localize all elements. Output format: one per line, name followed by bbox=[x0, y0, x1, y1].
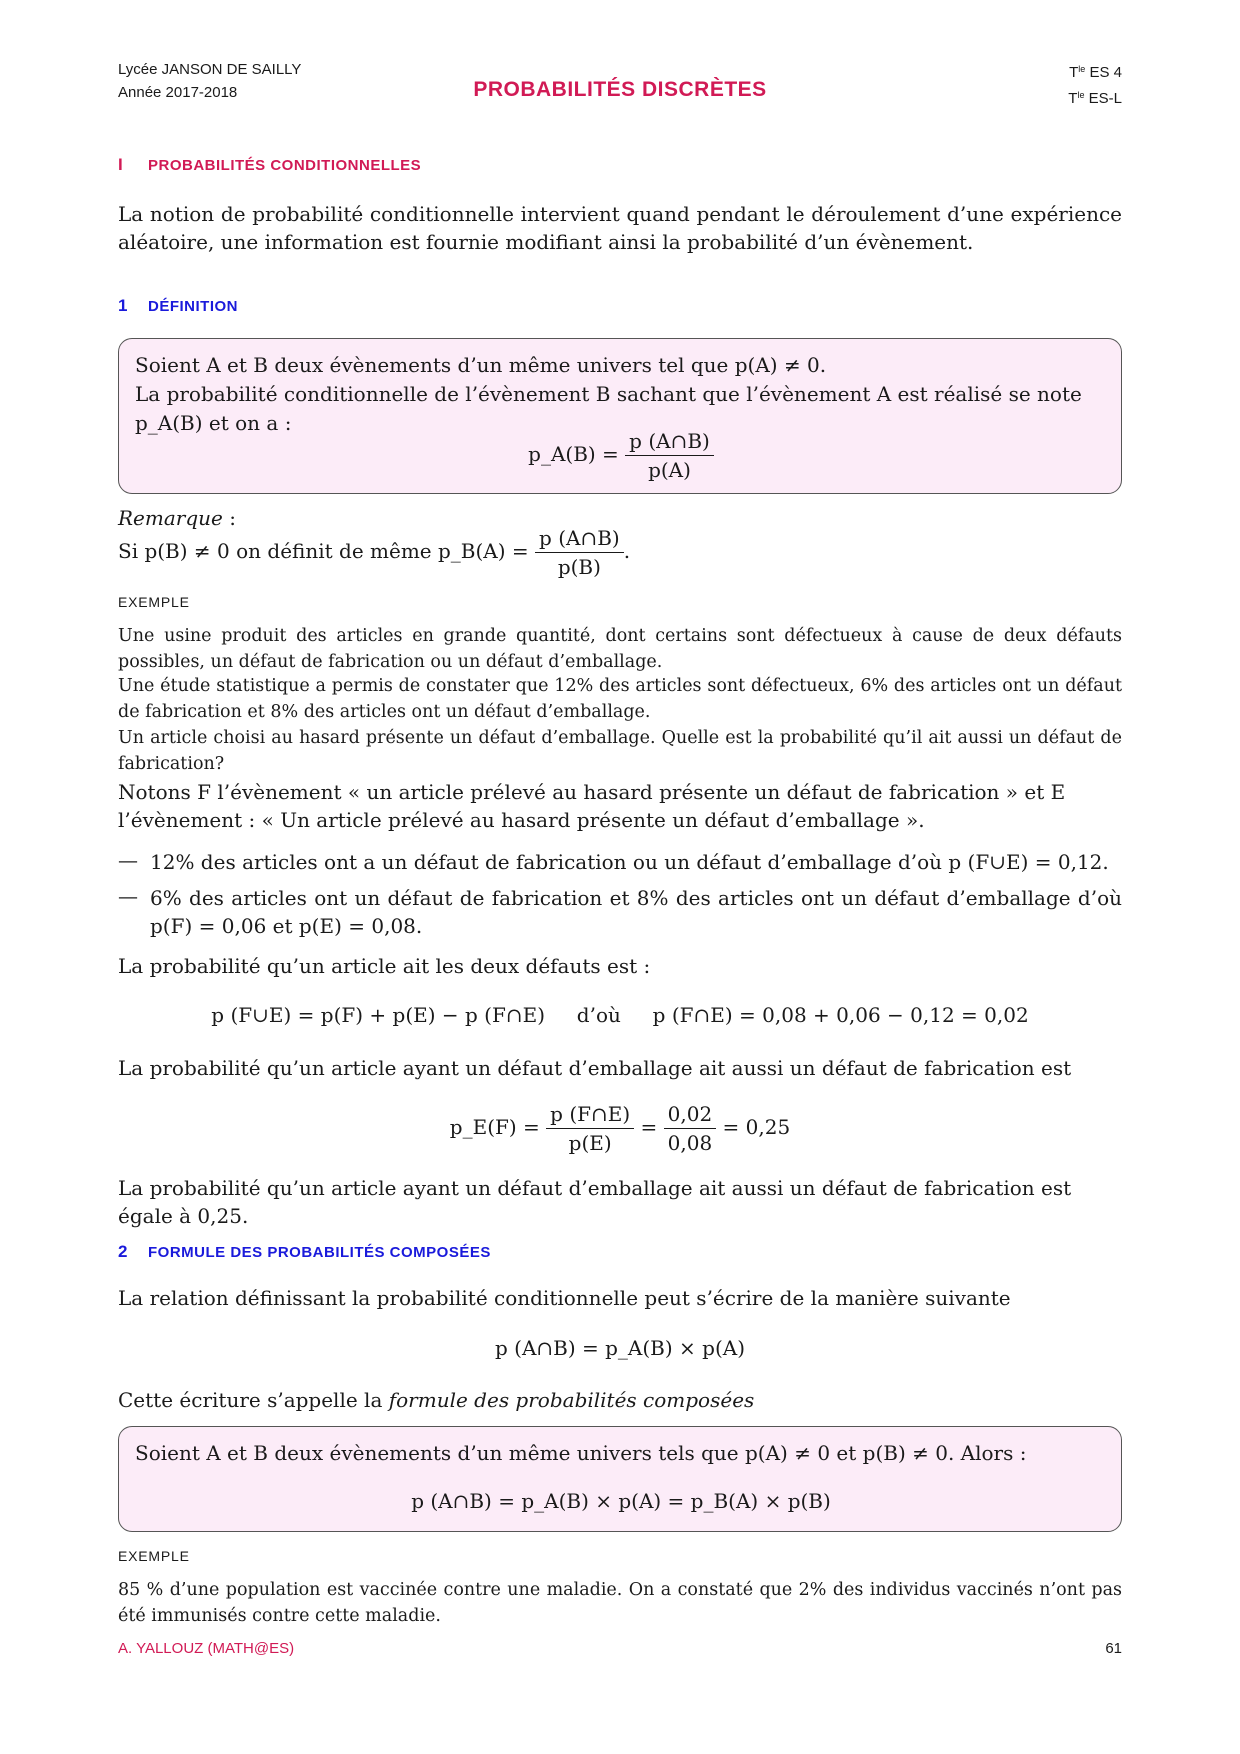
fraction-denominator: 0,08 bbox=[667, 1131, 713, 1155]
subsection-heading bbox=[118, 1242, 491, 1262]
school-name: Lycée JANSON DE SAILLY bbox=[118, 61, 302, 78]
formula-line: p (A∩B) = p_A(B) × p(A) bbox=[494, 1336, 745, 1360]
example-conclusion: La probabilité qu’un article ayant un défaut d’emballage ait aussi un défaut de fabrication est égale à 0,25. bbox=[118, 1176, 1072, 1228]
page-number: 61 bbox=[1105, 1640, 1122, 1657]
text-run: Cette écriture s’appelle la bbox=[118, 1388, 389, 1412]
formula-lhs: p_A(B) = bbox=[528, 442, 619, 466]
example-paragraph: Une étude statistique a permis de constater que 12% des articles sont défectueux, 6% des articles ont un défaut de fabrication et 8% des articles ont un défaut d’emballage. bbox=[118, 676, 1122, 722]
definition-formula bbox=[119, 427, 1123, 484]
formula-equals: = bbox=[640, 1115, 658, 1139]
fraction-numerator: p (A∩B) bbox=[535, 524, 624, 553]
formula-lhs: p_E(F) = bbox=[449, 1115, 540, 1139]
example-paragraph: Un article choisi au hasard présente un défaut d’emballage. Quelle est la probabilité qu’il ait aussi un défaut de fabrication? bbox=[118, 728, 1122, 774]
fraction bbox=[546, 1100, 634, 1157]
section-number: I bbox=[118, 155, 124, 174]
example-label: EXEMPLE bbox=[118, 1548, 190, 1564]
formula-line bbox=[118, 1100, 1122, 1157]
subsection-paragraph: La relation définissant la probabilité conditionnelle peut s’écrire de la manière suivante bbox=[118, 1286, 1011, 1310]
list-item: 12% des articles ont a un défaut de fabrication ou un défaut d’emballage d’où p (F∪E) = 0,12. bbox=[150, 850, 1109, 874]
list-item: 6% des articles ont un défaut de fabrication et 8% des articles ont un défaut d’emballage d’où p(F) = 0,06 et p(E) = 0,08. bbox=[150, 886, 1122, 938]
footer-author: A. YALLOUZ (MATH@ES) bbox=[118, 1640, 295, 1657]
theorem-box bbox=[118, 1426, 1122, 1532]
section-intro: La notion de probabilité conditionnelle intervient quand pendant le déroulement d’une expérience aléatoire, une information est fournie modifiant ainsi la probabilité d’un évènement. bbox=[118, 202, 1122, 254]
example-paragraph: La probabilité qu’un article ait les deux défauts est : bbox=[118, 954, 651, 978]
fraction bbox=[535, 524, 624, 581]
header-right bbox=[1068, 58, 1122, 110]
subsection-heading bbox=[118, 296, 238, 316]
class-label-1: $T^{le}$ ES 4 bbox=[1069, 64, 1122, 81]
subsection-number: 1 bbox=[118, 296, 128, 315]
example-paragraph: 85 % d’une population est vaccinée contre une maladie. On a constaté que 2% des individus vaccinés n’ont pas été immunisés contre cette maladie. bbox=[118, 1580, 1122, 1626]
school-year: Année 2017-2018 bbox=[118, 84, 238, 101]
definition-line-1: Soient A et B deux évènements d’un même univers tel que p(A) ≠ 0. bbox=[135, 353, 827, 377]
fraction-numerator: p (A∩B) bbox=[625, 427, 714, 456]
fraction bbox=[664, 1100, 717, 1157]
subsection-number: 2 bbox=[118, 1242, 128, 1261]
subsection-title: DÉFINITION bbox=[148, 298, 238, 315]
definition-box bbox=[118, 338, 1122, 494]
theorem-formula: p (A∩B) = p_A(B) × p(A) = p_B(A) × p(B) bbox=[411, 1489, 831, 1513]
remark-label: Remarque : bbox=[118, 506, 236, 530]
example-label: EXEMPLE bbox=[118, 594, 190, 610]
definition-line-2: La probabilité conditionnelle de l’évènement B sachant que l’évènement A est réalisé se note p_A(B) et on a : bbox=[135, 382, 1082, 435]
example-paragraph: Notons F l’évènement « un article prélevé au hasard présente un défaut de fabrication » et E l’évènement : « Un article prélevé au hasard présente un défaut d’emballage ». bbox=[118, 780, 1066, 832]
example-paragraph: La probabilité qu’un article ayant un défaut d’emballage ait aussi un défaut de fabrication est bbox=[118, 1056, 1072, 1080]
subsection-paragraph bbox=[118, 1386, 1122, 1414]
fraction-numerator: p (F∩E) bbox=[546, 1100, 634, 1129]
section-heading bbox=[118, 155, 421, 175]
theorem-line: Soient A et B deux évènements d’un même univers tels que p(A) ≠ 0 et p(B) ≠ 0. Alors : bbox=[135, 1441, 1027, 1465]
bullet-dash: — bbox=[118, 848, 138, 872]
remark-formula: Si p(B) ≠ 0 on définit de même p_B(A) = $\frac{p (A\cap B)}{p(B)}$ . bbox=[118, 526, 631, 579]
fraction-numerator: 0,02 bbox=[664, 1100, 717, 1129]
example-paragraph: Une usine produit des articles en grande quantité, dont certains sont défectueux à cause de deux défauts possibles, un défaut de fabrication ou un défaut d’emballage. bbox=[118, 626, 1122, 672]
fraction bbox=[625, 427, 714, 484]
remark-text: Si p(B) ≠ 0 on définit de même p_B(A) = bbox=[118, 539, 529, 563]
remark-label-text: Remarque bbox=[118, 506, 223, 530]
fraction-denominator: p(B) bbox=[557, 555, 601, 579]
italic-term: formule des probabilités composées bbox=[388, 1388, 755, 1412]
fraction-denominator: p(E) bbox=[568, 1131, 612, 1155]
bullet-dash: — bbox=[118, 884, 138, 908]
formula-line: p (F∪E) = p(F) + p(E) − p (F∩E) d’où p (F∩E) = 0,08 + 0,06 − 0,12 = 0,02 bbox=[211, 1003, 1029, 1027]
fraction-denominator: p(A) bbox=[648, 458, 691, 482]
page-title: PROBABILITÉS DISCRÈTES bbox=[473, 78, 767, 101]
formula-result: = 0,25 bbox=[722, 1115, 791, 1139]
subsection-title: FORMULE DES PROBABILITÉS COMPOSÉES bbox=[148, 1244, 491, 1261]
section-title: PROBABILITÉS CONDITIONNELLES bbox=[148, 157, 422, 174]
class-label-2: $T^{le}$ ES-L bbox=[1068, 90, 1122, 107]
